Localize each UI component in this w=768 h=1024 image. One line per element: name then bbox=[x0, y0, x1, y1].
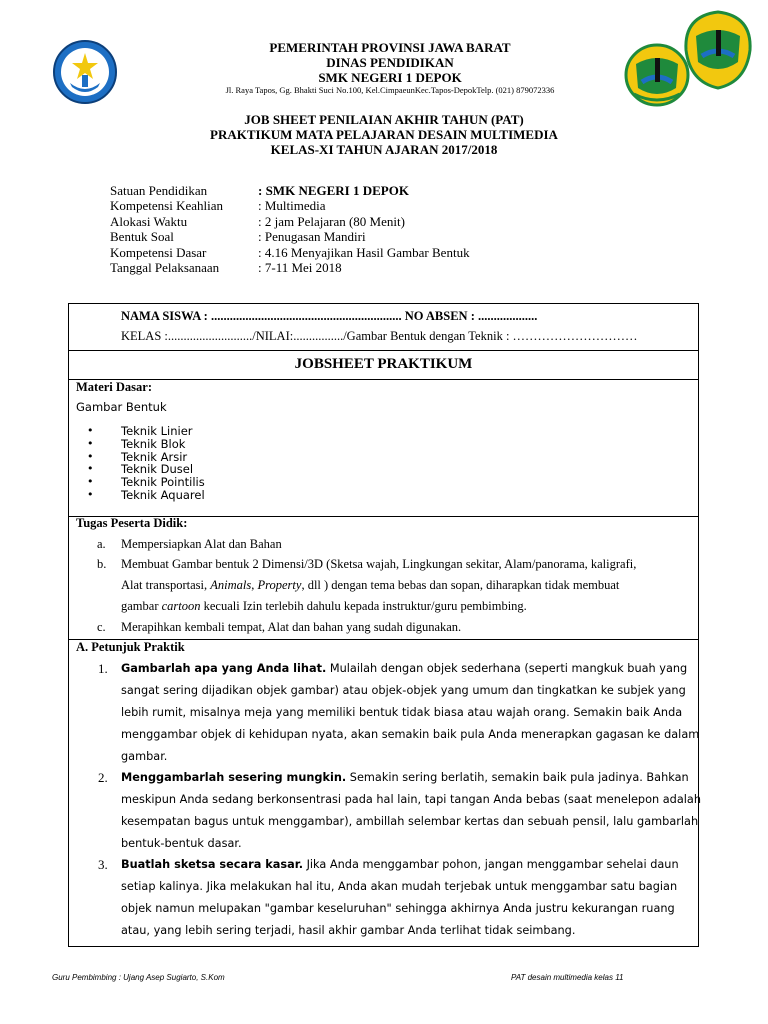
info-row bbox=[110, 260, 470, 275]
info-row bbox=[110, 245, 470, 260]
header-government: PEMERINTAH PROVINSI JAWA BARAT bbox=[269, 40, 511, 55]
info-key: Bentuk Soal bbox=[110, 229, 174, 245]
info-key: Kompetensi Dasar bbox=[110, 244, 207, 260]
info-key: Satuan Pendidikan bbox=[110, 183, 208, 198]
header-school: SMK NEGERI 1 DEPOK bbox=[318, 70, 462, 85]
title-line-2: PRAKTIKUM MATA PELAJARAN DESAIN MULTIMEDIA bbox=[210, 127, 558, 142]
header-address: Jl. Raya Tapos, Gg. Bhakti Suci No.100, Kel.CimpaeunKec.Tapos-DepokTelp. (021) 879072336 bbox=[225, 85, 555, 95]
info-value: : Penugasan Mandiri bbox=[258, 229, 366, 245]
task-text: Membuat Gambar bentuk 2 Dimensi/3D (Sketsa wajah, Lingkungan sekitar, Alam/panorama, kaligrafi, bbox=[121, 557, 637, 571]
task-text-line-3: gambar cartoon kecuali Izin terlebih dahulu kepada instruktur/guru pembimbing. bbox=[121, 599, 527, 613]
info-value: : 7-11 Mei 2018 bbox=[258, 260, 342, 276]
materi-heading: Materi Dasar: bbox=[76, 380, 153, 394]
step-text: Gambarlah apa yang Anda lihat. Mulailah dengan objek sederhana (seperti mangkuk buah yang sangat sering dijadikan objek gambar) atau objek-objek yang umum dan tingkatkan ke subjek yang lebih rumit, misalnya meja yang memiliki bentuk tidak biasa atau wajah orang. Semakin baik Anda menggambar objek di kehidupan nyata, akan semakin baik pula Anda menerapkan gagasan ke dalam gambar. bbox=[121, 662, 700, 763]
student-name-field[interactable]: NAMA SISWA : ............................................................. NO ABSEN : ................... bbox=[121, 309, 538, 323]
list-item: • Teknik Arsir bbox=[87, 451, 205, 464]
jawa-barat-logo-back bbox=[682, 10, 754, 90]
footer-document: PAT desain multimedia kelas 11 bbox=[511, 973, 624, 982]
list-item: • Teknik Blok bbox=[87, 438, 205, 451]
step-number: 1. bbox=[98, 661, 108, 676]
info-row bbox=[110, 198, 470, 213]
materi-subject: Gambar Bentuk bbox=[76, 400, 167, 414]
petunjuk-heading: A. Petunjuk Praktik bbox=[76, 640, 185, 654]
info-key: Kompetensi Keahlian bbox=[110, 198, 223, 214]
task-text: Merapihkan kembali tempat, Alat dan bahan yang sudah digunakan. bbox=[121, 620, 462, 634]
info-value: : 4.16 Menyajikan Hasil Gambar Bentuk bbox=[258, 244, 470, 260]
jawa-barat-logo-front bbox=[624, 42, 690, 108]
info-value: : 2 jam Pelajaran (80 Menit) bbox=[258, 213, 405, 229]
list-item: • Teknik Pointilis bbox=[87, 476, 205, 489]
info-list bbox=[110, 183, 470, 275]
jobsheet-box bbox=[68, 303, 699, 947]
task-marker: b. bbox=[97, 557, 107, 571]
footer-teacher: Guru Pembimbing : Ujang Asep Sugiarto, S.Kom bbox=[52, 973, 225, 982]
info-row bbox=[110, 214, 470, 229]
jobsheet-title: JOBSHEET PRAKTIKUM bbox=[294, 356, 473, 372]
student-class-field[interactable]: KELAS :.........................../NILAI:................/Gambar Bentuk dengan Teknik : ………………………… bbox=[121, 329, 638, 343]
info-key: Tanggal Pelaksanaan bbox=[110, 260, 220, 276]
tut-wuri-handayani-logo bbox=[52, 39, 118, 105]
info-value: : Multimedia bbox=[258, 198, 326, 214]
info-row bbox=[110, 183, 470, 198]
info-value: : SMK NEGERI 1 DEPOK bbox=[258, 183, 409, 198]
task-text: Mempersiapkan Alat dan Bahan bbox=[121, 537, 282, 551]
divider bbox=[69, 350, 698, 351]
info-key: Alokasi Waktu bbox=[110, 213, 188, 229]
list-item: • Teknik Dusel bbox=[87, 463, 205, 476]
task-marker: a. bbox=[97, 537, 106, 551]
list-item: • Teknik Linier bbox=[87, 425, 205, 438]
step-text: Menggambarlah sesering mungkin. Semakin sering berlatih, semakin baik pula jadinya. Bahkan meskipun Anda sedang berkonsentrasi pada hal lain, tapi tangan Anda bebas (saat menelepon adalah kesempatan bagus untuk menggambar), ambillah selembar kertas dan sebuah pensil, lalu gambarlah bentuk-bentuk dasar. bbox=[121, 771, 701, 850]
step-number: 3. bbox=[98, 857, 108, 872]
step-text: Buatlah sketsa secara kasar. Jika Anda menggambar pohon, jangan menggambar sehelai daun setiap kalinya. Jika melakukan hal itu, Anda akan mudah terjebak untuk menggambar satu bagian objek namun melupakan "gambar keseluruhan" sehingga akhirnya Anda justru kekurangan ruang atau, yang lebih sering terjadi, hasil akhir gambar Anda terlihat tidak seimbang. bbox=[121, 858, 679, 937]
step-number: 2. bbox=[98, 770, 108, 785]
tugas-heading: Tugas Peserta Didik: bbox=[76, 516, 188, 530]
technique-list bbox=[87, 425, 205, 502]
title-line-1: JOB SHEET PENILAIAN AKHIR TAHUN (PAT) bbox=[244, 112, 524, 127]
task-text-line-2: Alat transportasi, Animals, Property, dll ) dengan tema bebas dan sopan, diharapkan tidak membuat bbox=[121, 578, 620, 592]
task-marker: c. bbox=[97, 620, 106, 634]
title-line-3: KELAS-XI TAHUN AJARAN 2017/2018 bbox=[270, 142, 498, 157]
header-department: DINAS PENDIDIKAN bbox=[326, 55, 454, 70]
info-row bbox=[110, 229, 470, 244]
list-item: • Teknik Aquarel bbox=[87, 489, 205, 502]
divider bbox=[69, 379, 698, 380]
